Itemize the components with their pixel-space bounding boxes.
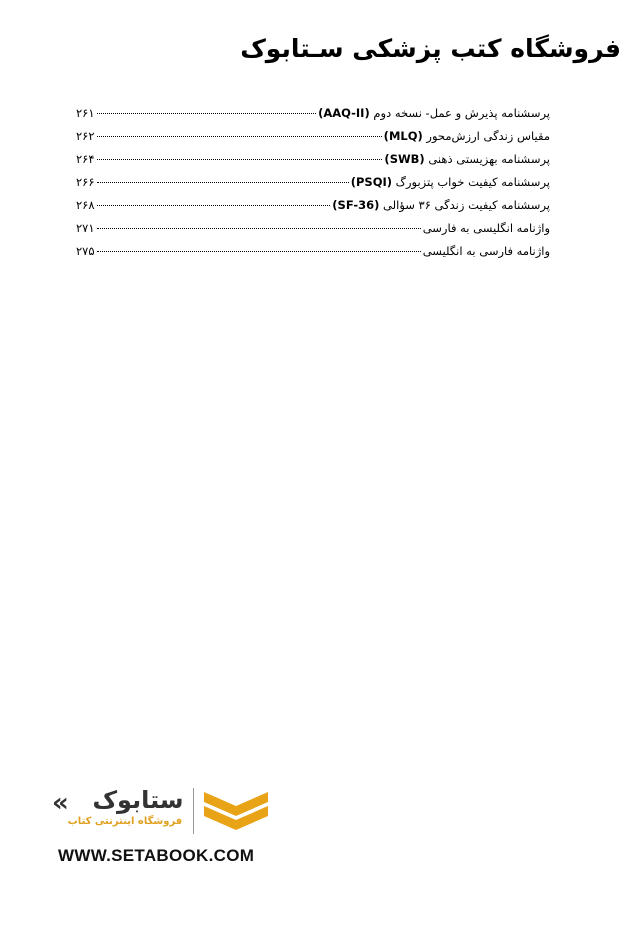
toc-entry[interactable] xyxy=(76,102,550,125)
double-chevron-icon: « xyxy=(52,788,65,818)
toc-page-number: ۲۶۱ xyxy=(76,106,95,120)
table-of-contents xyxy=(76,102,550,263)
dot-leader xyxy=(97,158,383,160)
toc-entry-code: (PSQI) xyxy=(350,175,393,189)
toc-entry-title: پرسشنامه کیفیت زندگی ۳۶ سؤالی (SF-36) xyxy=(332,198,550,212)
toc-entry[interactable] xyxy=(76,217,550,240)
toc-entry-title: مقیاس زندگی ارزش‌محور (MLQ) xyxy=(383,129,550,143)
toc-page-number: ۲۶۶ xyxy=(76,175,95,189)
logo-divider xyxy=(193,788,194,834)
toc-entry-code: (MLQ) xyxy=(383,129,423,143)
dot-leader xyxy=(97,250,421,252)
toc-entry-title: پرسشنامه بهزیستی ذهنی (SWB) xyxy=(384,152,550,166)
toc-page-number: ۲۷۱ xyxy=(76,221,95,235)
logo-tagline: فروشگاه اینترنتی کتاب xyxy=(67,816,183,827)
page-title: فروشگاه کتب پزشکی سـتابوک xyxy=(240,34,621,63)
toc-page-number: ۲۶۴ xyxy=(76,152,95,166)
toc-page-number: ۲۶۲ xyxy=(76,129,95,143)
toc-entry-code: (AAQ-II) xyxy=(318,106,370,120)
toc-page-number: ۲۷۵ xyxy=(76,244,95,258)
toc-entry[interactable] xyxy=(76,194,550,217)
website-url[interactable]: WWW.SETABOOK.COM xyxy=(58,846,255,865)
dot-leader xyxy=(97,227,421,229)
toc-entry-title: پرسشنامه پذیرش و عمل- نسخه دوم (AAQ-II) xyxy=(318,106,550,120)
dot-leader xyxy=(97,135,382,137)
toc-entry[interactable] xyxy=(76,171,550,194)
dot-leader xyxy=(97,204,331,206)
toc-entry[interactable] xyxy=(76,148,550,171)
toc-entry-code: (SWB) xyxy=(384,152,425,166)
book-chevron-icon xyxy=(200,786,272,834)
toc-entry-title: واژنامه فارسی به انگلیسی xyxy=(422,244,550,258)
dot-leader xyxy=(97,181,349,183)
toc-entry-code: (SF-36) xyxy=(332,198,380,212)
logo-wordmark: ستابوک xyxy=(92,786,184,814)
toc-entry[interactable] xyxy=(76,125,550,148)
toc-entry[interactable] xyxy=(76,240,550,263)
toc-entry-title: واژنامه انگلیسی به فارسی xyxy=(422,221,550,235)
dot-leader xyxy=(97,112,317,114)
setabook-logo[interactable] xyxy=(48,786,278,876)
toc-page-number: ۲۶۸ xyxy=(76,198,95,212)
toc-entry-title: پرسشنامه کیفیت خواب پتزبورگ (PSQI) xyxy=(350,175,550,189)
